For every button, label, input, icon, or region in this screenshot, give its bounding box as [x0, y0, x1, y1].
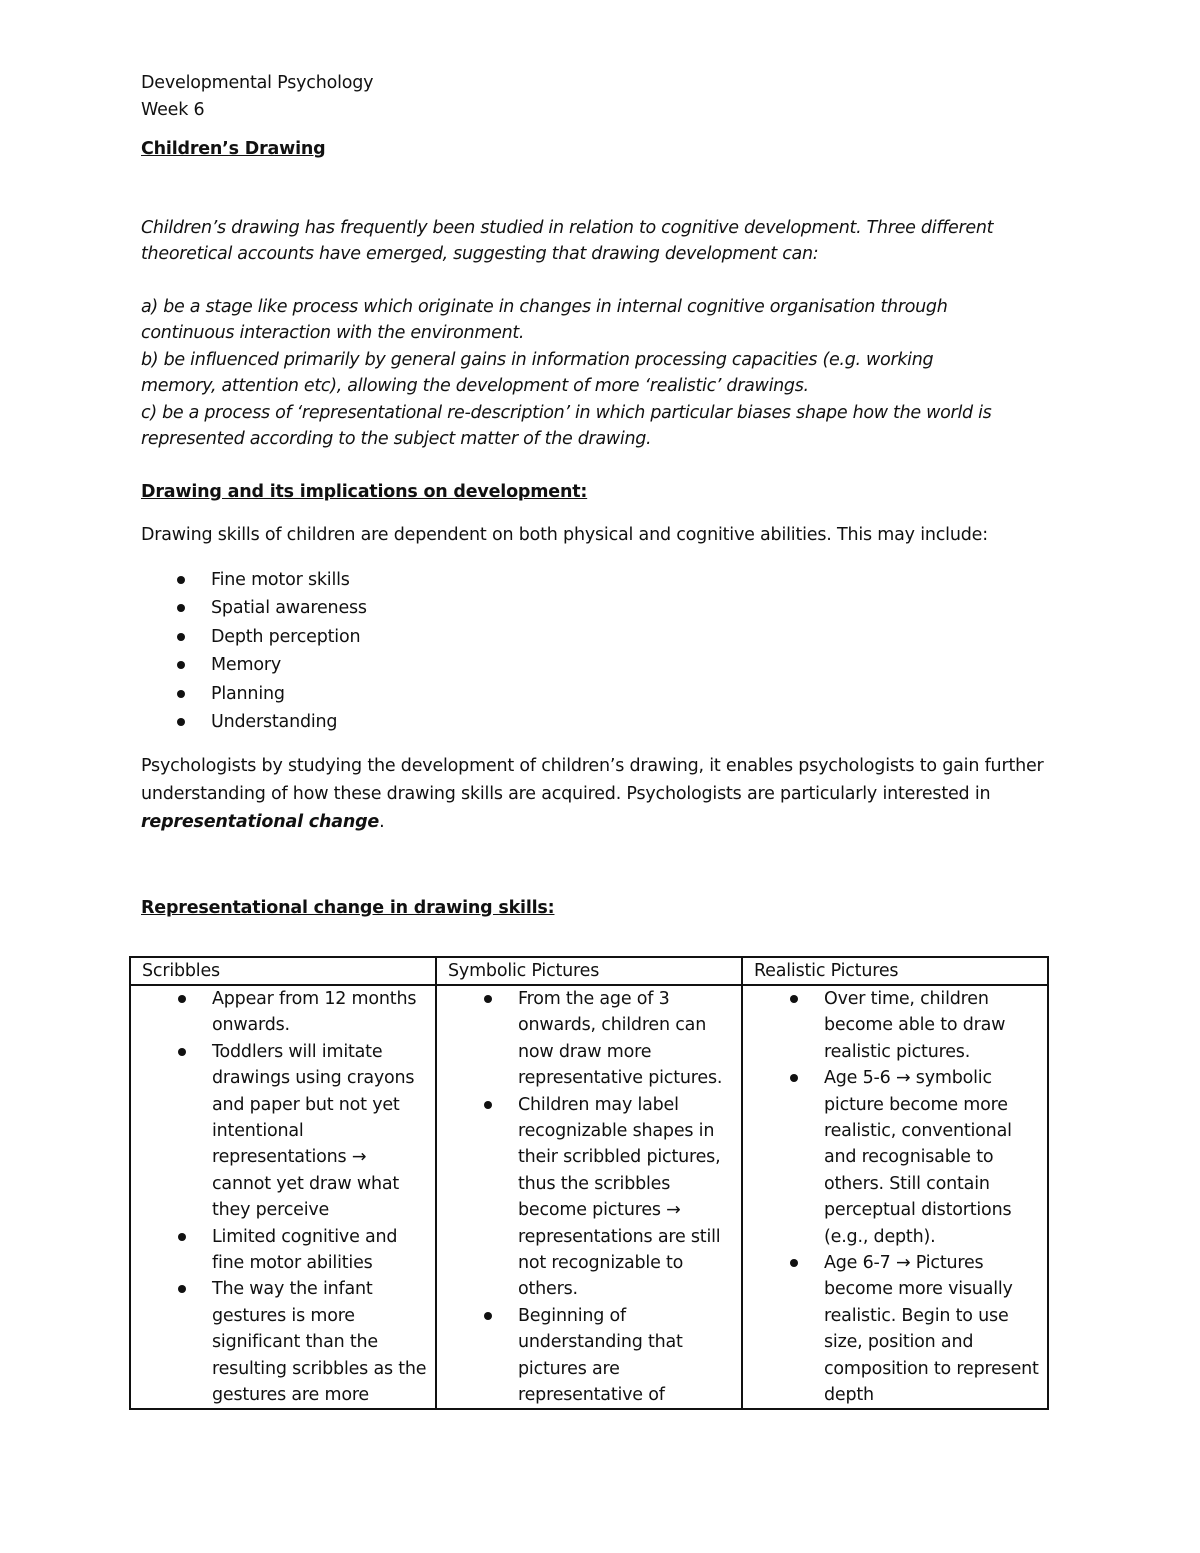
- spacer: [141, 737, 1051, 752]
- paragraph-end: .: [379, 811, 385, 832]
- account-line: continuous interaction with the environment.: [141, 323, 525, 343]
- scribbles-list: [131, 986, 435, 1406]
- realistic-list: [743, 986, 1047, 1406]
- section-heading-representational: Representational change in drawing skills:: [141, 897, 555, 918]
- spacer: [141, 836, 1051, 895]
- list-item: Beginning of understanding that pictures are representative of: [437, 1303, 741, 1406]
- spacer: [141, 123, 1051, 136]
- accounts-paragraph: [141, 294, 1051, 453]
- course-name: Developmental Psychology: [141, 73, 374, 93]
- list-item: Age 6-7 → Pictures become more visually realistic. Begin to use size, position and composition to represent depth: [743, 1250, 1047, 1406]
- list-item: Appear from 12 months onwards.: [131, 986, 435, 1039]
- column-header-symbolic: Symbolic Pictures: [436, 957, 742, 985]
- section-heading-implications: Drawing and its implications on development:: [141, 481, 588, 502]
- list-item: Limited cognitive and fine motor abilities: [131, 1224, 435, 1277]
- week-label: Week 6: [141, 99, 205, 120]
- spacer: [141, 453, 1051, 479]
- account-line: represented according to the subject matter of the drawing.: [141, 429, 652, 449]
- list-item: Depth perception: [141, 623, 1051, 652]
- symbolic-list: [437, 986, 741, 1406]
- list-item: The way the infant gestures is more significant than the resulting scribbles as the gestures are more: [131, 1276, 435, 1406]
- spacer: [141, 505, 1051, 522]
- account-line: memory, attention etc), allowing the development of more ‘realistic’ drawings.: [141, 376, 809, 396]
- column-header-realistic: Realistic Pictures: [742, 957, 1048, 985]
- intro-line: theoretical accounts have emerged, suggesting that drawing development can:: [141, 244, 819, 264]
- column-header-scribbles: Scribbles: [130, 957, 436, 985]
- intro-paragraph: [141, 215, 1051, 268]
- list-item: Fine motor skills: [141, 566, 1051, 595]
- table-header-row: [130, 957, 1048, 985]
- stages-table: [129, 956, 1049, 1410]
- list-item: Spatial awareness: [141, 594, 1051, 623]
- account-line: c) be a process of ‘representational re-description’ in which particular biases shape how the world is: [141, 402, 992, 423]
- emphasis-term: representational change: [141, 811, 380, 832]
- paragraph-line: understanding of how these drawing skills are acquired. Psychologists are particularly interested in: [141, 783, 991, 804]
- list-item: From the age of 3 onwards, children can now draw more representative pictures.: [437, 986, 741, 1092]
- symbolic-cell: [436, 985, 742, 1409]
- spacer: [141, 268, 1051, 294]
- paragraph-line: [141, 808, 1051, 836]
- list-item: Planning: [141, 680, 1051, 709]
- paragraph-line: Psychologists by studying the development of children’s drawing, it enables psychologists to gain further: [141, 755, 1044, 776]
- account-line: a) be a stage like process which originate in changes in internal cognitive organisation through: [141, 296, 948, 317]
- document-title: Children’s Drawing: [141, 139, 326, 159]
- table-row: [130, 985, 1048, 1409]
- representational-paragraph: [141, 752, 1051, 836]
- list-item: Understanding: [141, 708, 1051, 737]
- spacer: [141, 549, 1051, 566]
- scribbles-cell: [130, 985, 436, 1409]
- spacer: [141, 163, 1051, 215]
- skills-list: [141, 566, 1051, 737]
- skills-lead: Drawing skills of children are dependent on both physical and cognitive abilities. This may include:: [141, 525, 988, 545]
- intro-line: Children’s drawing has frequently been studied in relation to cognitive development. Three different: [141, 217, 994, 238]
- account-line: b) be influenced primarily by general gains in information processing capacities (e.g. working: [141, 349, 934, 370]
- list-item: Children may label recognizable shapes in their scribbled pictures, thus the scribbles become pictures → representations are still not recognizable to others.: [437, 1092, 741, 1303]
- list-item: Toddlers will imitate drawings using crayons and paper but not yet intentional representations → cannot yet draw what they perceive: [131, 1039, 435, 1224]
- list-item: Age 5-6 → symbolic picture become more realistic, conventional and recognisable to others. Still contain perceptual distortions (e.g., depth).: [743, 1065, 1047, 1250]
- list-item: Memory: [141, 651, 1051, 680]
- realistic-cell: [742, 985, 1048, 1409]
- document-page: [141, 70, 1051, 921]
- list-item: Over time, children become able to draw realistic pictures.: [743, 986, 1047, 1065]
